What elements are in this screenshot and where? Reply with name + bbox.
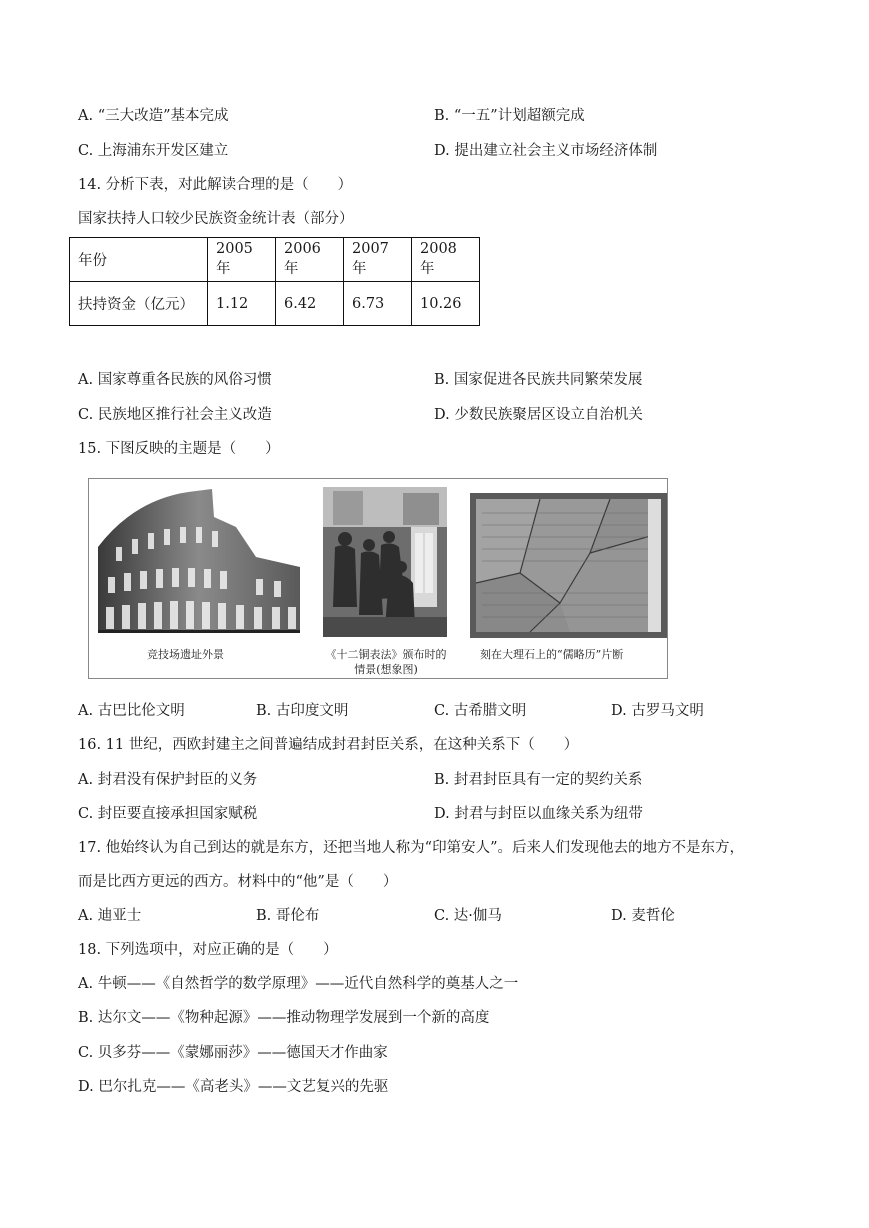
table-cell: 6.73 <box>344 282 412 326</box>
q17-option-c: C. 达·伽马 <box>434 908 502 924</box>
colosseum-image <box>96 487 302 637</box>
table-header-cell: 2006 年 <box>276 238 344 282</box>
q15-stem: 15. 下图反映的主题是（ ） <box>78 441 280 457</box>
q13-option-b: B. “一五”计划超额完成 <box>434 108 585 124</box>
q14-option-d: D. 少数民族聚居区设立自治机关 <box>434 407 643 423</box>
q15-option-d: D. 古罗马文明 <box>611 703 704 719</box>
table-row <box>70 282 480 326</box>
q17-stem-line2: 而是比西方更远的西方。材料中的“他”是（ ） <box>78 874 398 890</box>
table-header-cell: 2007 年 <box>344 238 412 282</box>
twelve-tables-image <box>323 487 447 637</box>
table-header-cell: 2008 年 <box>412 238 480 282</box>
caption-twelve-tables-line2: 情景(想象图) <box>354 663 418 676</box>
q13-option-c: C. 上海浦东开发区建立 <box>78 143 229 159</box>
q14-option-a: A. 国家尊重各民族的风俗习惯 <box>78 372 272 388</box>
table-cell: 6.42 <box>276 282 344 326</box>
q18-option-c: C. 贝多芬——《蒙娜丽莎》——德国天才作曲家 <box>78 1045 388 1061</box>
table-row <box>70 238 480 282</box>
q16-stem: 16. 11 世纪，西欧封建主之间普遍结成封君封臣关系，在这种关系下（ ） <box>78 737 579 753</box>
q17-option-d: D. 麦哲伦 <box>611 908 675 924</box>
q14-stem: 14. 分析下表，对此解读合理的是（ ） <box>78 177 353 193</box>
funding-table <box>69 237 480 326</box>
table-cell: 1.12 <box>208 282 276 326</box>
caption-twelve-tables-line1: 《十二铜表法》颁布时的 <box>325 648 447 661</box>
q16-option-b: B. 封君封臣具有一定的契约关系 <box>434 772 643 788</box>
q16-option-a: A. 封君没有保护封臣的义务 <box>78 772 258 788</box>
q15-figure <box>88 478 668 679</box>
q18-stem: 18. 下列选项中，对应正确的是（ ） <box>78 942 338 958</box>
q14-option-c: C. 民族地区推行社会主义改造 <box>78 407 272 423</box>
q15-option-c: C. 古希腊文明 <box>434 703 527 719</box>
caption-julian-calendar: 刻在大理石上的“儒略历”片断 <box>480 648 624 661</box>
q18-option-a: A. 牛顿——《自然哲学的数学原理》——近代自然科学的奠基人之一 <box>78 976 519 992</box>
q15-option-b: B. 古印度文明 <box>256 703 349 719</box>
q14-table-title: 国家扶持人口较少民族资金统计表（部分） <box>78 211 354 227</box>
q13-option-a: A. “三大改造”基本完成 <box>78 108 229 124</box>
q18-option-b: B. 达尔文——《物种起源》——推动物理学发展到一个新的高度 <box>78 1010 490 1026</box>
table-cell: 扶持资金（亿元） <box>70 282 208 326</box>
q16-option-d: D. 封君与封臣以血缘关系为纽带 <box>434 806 643 822</box>
table-header-cell: 2005 年 <box>208 238 276 282</box>
julian-calendar-marble-image <box>470 493 667 638</box>
q14-option-b: B. 国家促进各民族共同繁荣发展 <box>434 372 643 388</box>
q17-option-a: A. 迪亚士 <box>78 908 142 924</box>
q16-option-c: C. 封臣要直接承担国家赋税 <box>78 806 258 822</box>
q18-option-d: D. 巴尔扎克——《高老头》——文艺复兴的先驱 <box>78 1079 389 1095</box>
q17-option-b: B. 哥伦布 <box>256 908 320 924</box>
caption-colosseum: 竞技场遗址外景 <box>147 648 224 661</box>
table-cell: 10.26 <box>412 282 480 326</box>
q17-stem-line1: 17. 他始终认为自己到达的就是东方，还把当地人称为“印第安人”。后来人们发现他去的地方不是东方， <box>78 840 744 856</box>
q15-option-a: A. 古巴比伦文明 <box>78 703 185 719</box>
table-header-cell: 年份 <box>70 238 208 282</box>
q13-option-d: D. 提出建立社会主义市场经济体制 <box>434 143 658 159</box>
